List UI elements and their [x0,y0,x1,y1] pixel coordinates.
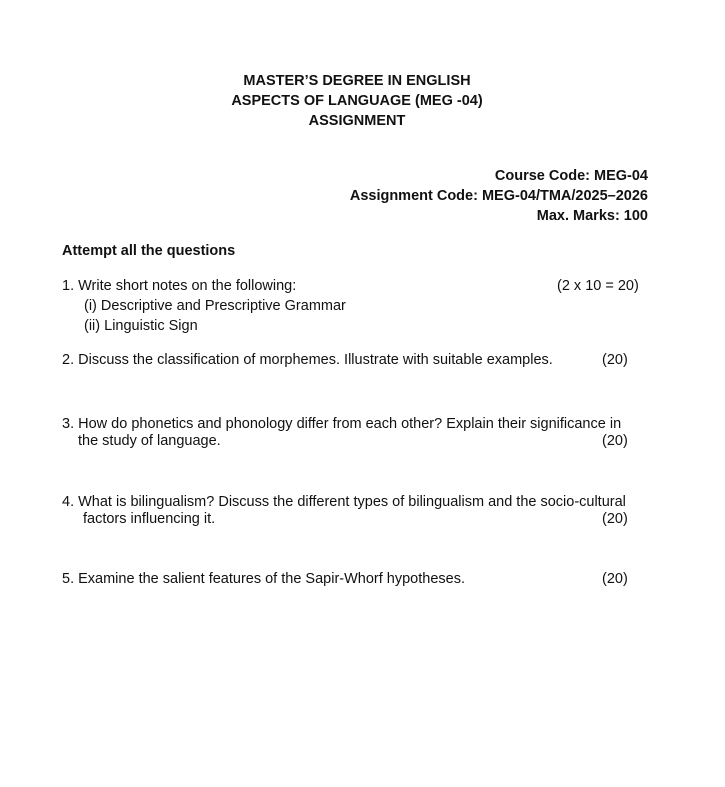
question-3-marks: (20) [602,433,628,449]
course-code: Course Code: MEG-04 [494,168,648,184]
question-3-line-1: 3. How do phonetics and phonology differ from each other? Explain their significance in [62,416,622,432]
question-5: 5. Examine the salient features of the Sapir-Whorf hypotheses. [62,571,465,587]
question-4-line-2: factors influencing it. [83,511,216,527]
question-1-marks: (2 x 10 = 20) [557,278,639,294]
question-5-marks: (20) [602,571,628,587]
title-course: ASPECTS OF LANGUAGE (MEG -04) [231,93,483,109]
instruction: Attempt all the questions [62,243,236,259]
title-degree: MASTER’S DEGREE IN ENGLISH [243,73,471,89]
question-4-marks: (20) [602,511,628,527]
question-1-sub-1: (i) Descriptive and Prescriptive Grammar [84,298,346,314]
assignment-code: Assignment Code: MEG-04/TMA/2025–2026 [349,188,648,204]
max-marks: Max. Marks: 100 [536,208,648,224]
question-2-marks: (20) [602,352,628,368]
question-2: 2. Discuss the classification of morphemes. Illustrate with suitable examples. [62,352,553,368]
question-4-line-1: 4. What is bilingualism? Discuss the different types of bilingualism and the socio-cultural [62,494,626,510]
question-1-sub-2: (ii) Linguistic Sign [84,318,198,334]
question-3-line-2: the study of language. [78,433,221,449]
question-1: 1. Write short notes on the following: [62,278,297,294]
title-assignment: ASSIGNMENT [308,113,406,129]
